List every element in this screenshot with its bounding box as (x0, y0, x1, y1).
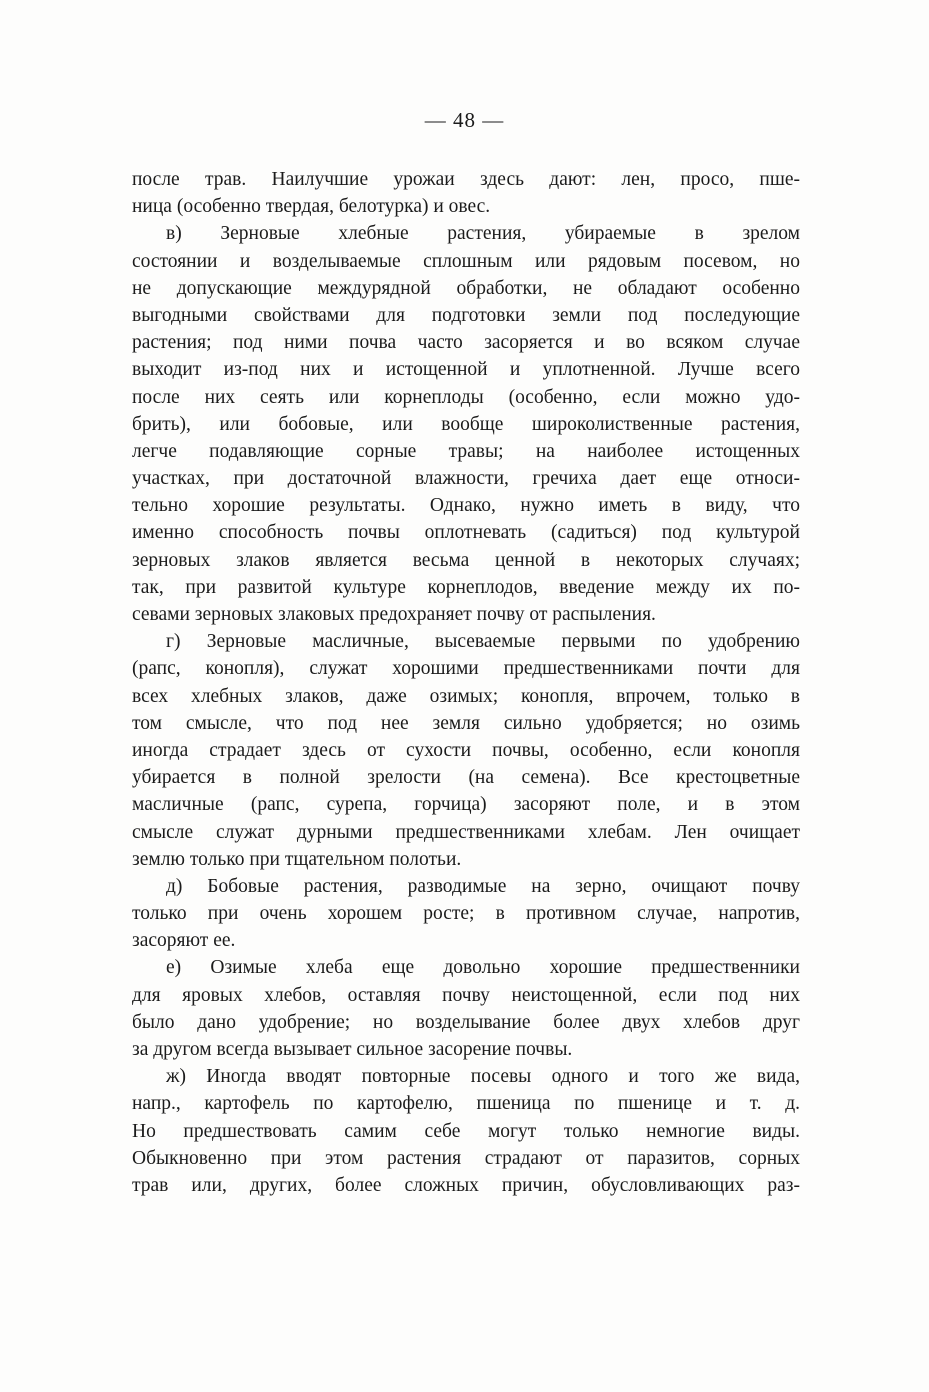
text-line: было дано удобрение; но возделывание более двух хлебов друг (132, 1011, 800, 1033)
text-line: после них сеять или корнеплоды (особенно, если можно удо- (132, 386, 800, 408)
text-line: участках, при достаточной влажности, гречиха дает еще относи- (132, 468, 800, 490)
text-line: в) Зерновые хлебные растения, убираемые в зрелом (166, 223, 800, 245)
text-line: трав или, других, более сложных причин, обусловливающих раз- (132, 1174, 800, 1196)
paragraph-d (132, 873, 800, 955)
text-line: так, при развитой культуре корнеплодов, введение между их по- (132, 576, 800, 598)
text-line: выгодными свойствами для подготовки земли под последующие (132, 304, 800, 326)
text-line: именно способность почвы оплотневать (садиться) под культурой (132, 522, 800, 544)
page-number: — 48 — (424, 108, 505, 132)
text-line: смысле служат дурными предшественниками хлебам. Лен очищает (132, 821, 800, 843)
text-line: растения; под ними почва часто засоряется и во всяком случае (132, 332, 800, 354)
text-line: масличные (рапс, сурепа, горчица) засоряют поле, и в этом (132, 794, 800, 816)
text-line: для яровых хлебов, оставляя почву неистощенной, если под них (132, 984, 800, 1006)
text-line: ж) Иногда вводят повторные посевы одного и того же вида, (166, 1066, 800, 1088)
text-line: легче подавляющие сорные травы; на наиболее истощенных (132, 440, 800, 462)
text-line: г) Зерновые масличные, высеваемые первыми по удобрению (166, 631, 800, 653)
text-line: только при очень хорошем росте; в противном случае, напротив, (132, 903, 800, 925)
text-line: брить), или бобовые, или вообще широколиственные растения, (132, 413, 800, 435)
text-line: землю только при тщательном полотьи. (132, 848, 462, 870)
text-line: выходит из-под них и истощенной и уплотненной. Лучше всего (132, 359, 800, 381)
text-line: состоянии и возделываемые сплошным или рядовым посевом, но (132, 250, 800, 272)
text-line: ница (особенно твердая, белотурка) и овес. (132, 196, 491, 218)
text-line: не допускающие междурядной обработки, не обладают особенно (132, 277, 800, 299)
text-line: Обыкновенно при этом растения страдают от паразитов, сорных (132, 1147, 800, 1169)
text-line: том смысле, что под нее земля сильно удобряется; но озимь (132, 712, 800, 734)
text-line: напр., картофель по картофелю, пшеница по пшенице и т. д. (132, 1093, 800, 1115)
body-text (132, 166, 800, 1199)
paragraph-zh (132, 1063, 800, 1199)
text-line: д) Бобовые растения, разводимые на зерно, очищают почву (166, 875, 800, 897)
paragraph-v (132, 220, 800, 628)
paragraph-e (132, 954, 800, 1063)
text-line: зерновых злаков является весьма ценной в некоторых случаях; (132, 549, 800, 571)
text-line: Но предшествовать самим себе могут только немногие виды. (132, 1120, 800, 1142)
text-line: е) Озимые хлеба еще довольно хорошие предшественники (166, 957, 800, 979)
text-line: за другом всегда вызывает сильное засорение почвы. (132, 1039, 573, 1060)
paragraph-g (132, 628, 800, 873)
text-line: всех хлебных злаков, даже озимых; конопля, впрочем, только в (132, 685, 800, 707)
paragraph-continuation (132, 166, 800, 220)
text-line: тельно хорошие результаты. Однако, нужно иметь в виду, что (132, 495, 800, 517)
text-line: иногда страдает здесь от сухости почвы, особенно, если конопля (132, 739, 800, 761)
text-line: севами зерновых злаковых предохраняет почву от распыления. (132, 604, 656, 625)
text-line: после трав. Наилучшие урожаи здесь дают: лен, просо, пше- (132, 169, 800, 190)
text-line: засоряют ее. (132, 930, 236, 952)
text-line: убирается в полной зрелости (на семена). Все крестоцветные (132, 767, 800, 789)
text-line: (рапс, конопля), служат хорошими предшественниками почти для (132, 658, 800, 680)
